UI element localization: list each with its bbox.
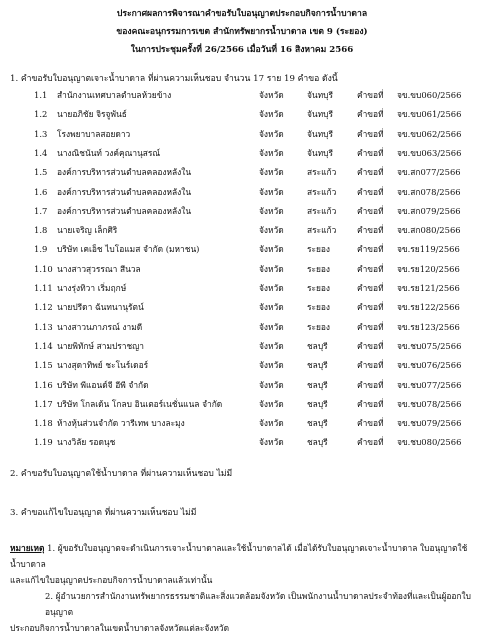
applicant-name: นายเจริญ เล็กศิริ — [57, 225, 118, 236]
applicant-name: สำนักงานเทศบาลตำบลห้วยข้าง — [57, 90, 172, 100]
request-code: จข.ขบ060/2566 — [397, 90, 462, 100]
request-code: จข.รย120/2566 — [397, 263, 460, 274]
request-code: จข.ขบ062/2566 — [397, 128, 462, 139]
applicant-name: นางสาวสุวรรณา สีนวล — [57, 263, 141, 274]
request-label: คำขอที่ — [357, 340, 384, 351]
applicant-name: โรงพยาบาลสอยดาว — [57, 128, 131, 139]
applicant-name: นางสุดาทิพย์ ชะโนร์เดอร์ — [57, 360, 149, 371]
applicant-name: นางสาวนภาภรณ์ งามดี — [57, 321, 143, 332]
province-name: ระยอง — [307, 283, 331, 293]
item-number: 1.14 — [34, 340, 53, 351]
meeting-info: ในการประชุมครั้งที่ 26/2566 เมื่อวันที่ 16 สิงหาคม 2566 — [130, 45, 354, 55]
list-item — [0, 127, 484, 141]
province-label: จังหวัด — [259, 147, 284, 158]
request-label: คำขอที่ — [357, 418, 384, 429]
list-item — [0, 223, 484, 237]
request-code: จข.รย122/2566 — [397, 302, 460, 313]
province-label: จังหวัด — [259, 418, 284, 429]
item-number: 1.10 — [34, 263, 53, 274]
province-label: จังหวัด — [259, 186, 284, 197]
province-name: ชลบุรี — [307, 437, 328, 448]
applicant-name: นางรุ่งทิวา เริ่มฤกษ์ — [57, 283, 127, 293]
list-item — [0, 339, 484, 353]
request-code: จข.สก079/2566 — [397, 205, 461, 216]
remark-item-1: 1. ผู้ขอรับใบอนุญาตจะดำเนินการเจาะน้ำบาดาลและใช้น้ำบาดาลได้ เมื่อได้รับใบอนุญาตเจาะน้ำบาดาล ใบอนุญาตใช้น้ำบาดาล — [10, 543, 468, 569]
list-item — [0, 185, 484, 199]
request-code: จข.รย121/2566 — [397, 283, 460, 293]
applicant-name: นายปรีดา ฉันทนานุรัตน์ — [57, 302, 144, 313]
province-name: จันทบุรี — [307, 128, 333, 139]
item-number: 1.19 — [34, 437, 53, 448]
document-subtitle: ของคณะอนุกรรมการเขต สำนักทรัพยากรน้ำบาดาล เขต 9 (ระยอง) — [116, 27, 368, 37]
item-number: 1.17 — [34, 398, 53, 409]
province-label: จังหวัด — [259, 321, 284, 332]
list-item — [0, 165, 484, 179]
request-label: คำขอที่ — [357, 225, 384, 236]
section-1-heading: 1. คำขอรับใบอนุญาตเจาะน้ำบาดาล ที่ผ่านความเห็นชอบ จำนวน 17 ราย 19 คำขอ ดังนี้ — [10, 74, 338, 84]
request-code: จข.สก077/2566 — [397, 167, 461, 178]
request-label: คำขอที่ — [357, 263, 384, 274]
province-label: จังหวัด — [259, 283, 284, 293]
item-number: 1.2 — [34, 109, 48, 120]
applicant-name: นายอภิชัย จิรจูพันธ์ — [57, 109, 127, 120]
remark-line-1 — [10, 540, 476, 572]
province-name: ชลบุรี — [307, 418, 328, 429]
request-code: จข.ชบ079/2566 — [397, 418, 462, 429]
request-code: จข.สก078/2566 — [397, 186, 461, 197]
item-number: 1.3 — [34, 128, 48, 139]
request-label: คำขอที่ — [357, 186, 384, 197]
item-number: 1.13 — [34, 321, 53, 332]
remark-block — [10, 540, 476, 636]
item-number: 1.6 — [34, 186, 48, 197]
request-label: คำขอที่ — [357, 205, 384, 216]
item-number: 1.1 — [34, 90, 48, 100]
province-name: สระแก้ว — [307, 225, 337, 236]
list-item — [0, 300, 484, 314]
request-code: จข.รย123/2566 — [397, 321, 460, 332]
request-label: คำขอที่ — [357, 244, 384, 255]
province-label: จังหวัด — [259, 167, 284, 178]
request-label: คำขอที่ — [357, 302, 384, 313]
item-number: 1.8 — [34, 225, 48, 236]
item-number: 1.4 — [34, 147, 48, 158]
province-label: จังหวัด — [259, 302, 284, 313]
list-item — [0, 320, 484, 334]
list-item — [0, 358, 484, 372]
applicant-name: องค์การบริหารส่วนตำบลคลองหลังใน — [57, 205, 192, 216]
request-code: จข.ขบ061/2566 — [397, 109, 462, 120]
list-item — [0, 107, 484, 121]
section-3-heading: 3. คำขอแก้ไขใบอนุญาต ที่ผ่านความเห็นชอบ ไม่มี — [10, 508, 197, 518]
province-name: ชลบุรี — [307, 379, 328, 390]
province-label: จังหวัด — [259, 360, 284, 371]
applicant-name: นางณิชนันท์ วงค์คุณานุสรณ์ — [57, 147, 161, 158]
request-label: คำขอที่ — [357, 321, 384, 332]
request-code: จข.ชบ077/2566 — [397, 379, 462, 390]
list-item — [0, 397, 484, 411]
province-label: จังหวัด — [259, 90, 284, 100]
province-label: จังหวัด — [259, 437, 284, 448]
request-label: คำขอที่ — [357, 379, 384, 390]
province-name: ระยอง — [307, 244, 331, 255]
province-name: ชลบุรี — [307, 398, 328, 409]
province-name: สระแก้ว — [307, 167, 337, 178]
request-code: จข.รย119/2566 — [397, 244, 460, 255]
applicant-name: นายพิทักษ์ สามปราชญา — [57, 340, 145, 351]
request-code: จข.ชบ080/2566 — [397, 437, 462, 448]
province-label: จังหวัด — [259, 398, 284, 409]
applicant-name: องค์การบริหารส่วนตำบลคลองหลังใน — [57, 167, 192, 178]
province-label: จังหวัด — [259, 205, 284, 216]
province-name: สระแก้ว — [307, 205, 337, 216]
list-item — [0, 281, 484, 295]
province-name: สระแก้ว — [307, 186, 337, 197]
remark-label: หมายเหตุ — [10, 543, 45, 553]
province-label: จังหวัด — [259, 340, 284, 351]
item-number: 1.16 — [34, 379, 53, 390]
request-label: คำขอที่ — [357, 283, 384, 293]
item-number: 1.15 — [34, 360, 53, 371]
item-number: 1.7 — [34, 205, 48, 216]
request-label: คำขอที่ — [357, 437, 384, 448]
applicant-name: บริษัท โกลเด้น โกลบ อินเตอร์เนชั่นแนล จำกัด — [57, 398, 223, 409]
applicant-name: นางวิลัย รอดนุช — [57, 437, 116, 448]
request-code: จข.ชบ076/2566 — [397, 360, 462, 371]
item-number: 1.12 — [34, 302, 53, 313]
province-name: ระยอง — [307, 302, 331, 313]
province-label: จังหวัด — [259, 244, 284, 255]
list-item — [0, 416, 484, 430]
document-title: ประกาศผลการพิจารณาคำขอรับใบอนุญาตประกอบกิจการน้ำบาดาล — [116, 9, 368, 19]
request-label: คำขอที่ — [357, 128, 384, 139]
province-label: จังหวัด — [259, 109, 284, 120]
request-code: จข.สก080/2566 — [397, 225, 461, 236]
item-number: 1.5 — [34, 167, 48, 178]
list-item — [0, 378, 484, 392]
province-name: ชลบุรี — [307, 340, 328, 351]
request-label: คำขอที่ — [357, 90, 384, 100]
request-label: คำขอที่ — [357, 398, 384, 409]
province-name: ชลบุรี — [307, 360, 328, 371]
list-item — [0, 262, 484, 276]
request-label: คำขอที่ — [357, 147, 384, 158]
section-2-heading: 2. คำขอรับใบอนุญาตใช้น้ำบาดาล ที่ผ่านความเห็นชอบ ไม่มี — [10, 469, 233, 479]
request-label: คำขอที่ — [357, 167, 384, 178]
list-item — [0, 146, 484, 160]
province-name: จันทบุรี — [307, 90, 333, 100]
remark-item-2: 2. ผู้อำนวยการสำนักงานทรัพยากรธรรมชาติและสิ่งแวดล้อมจังหวัด เป็นพนักงานน้ำบาดาลประจำท้องที่และเป็นผู้ออกใบอนุญาต — [45, 591, 471, 617]
province-label: จังหวัด — [259, 225, 284, 236]
province-name: ระยอง — [307, 263, 331, 274]
item-number: 1.9 — [34, 244, 48, 255]
remark-item-1-cont: และแก้ไขใบอนุญาตประกอบกิจการน้ำบาดาลแล้วเท่านั้น — [10, 575, 213, 585]
applicant-name: องค์การบริหารส่วนตำบลคลองหลังใน — [57, 186, 192, 197]
province-name: ระยอง — [307, 321, 331, 332]
province-name: จันทบุรี — [307, 109, 333, 120]
province-label: จังหวัด — [259, 128, 284, 139]
request-code: จข.ขบ063/2566 — [397, 147, 462, 158]
request-label: คำขอที่ — [357, 360, 384, 371]
item-number: 1.18 — [34, 418, 53, 429]
province-label: จังหวัด — [259, 379, 284, 390]
applicant-name: บริษัท พีแอนด์จี อีพี จำกัด — [57, 379, 149, 390]
list-item — [0, 88, 484, 102]
list-item — [0, 435, 484, 449]
request-code: จข.ชบ078/2566 — [397, 398, 462, 409]
province-name: จันทบุรี — [307, 147, 333, 158]
item-number: 1.11 — [34, 283, 53, 293]
request-label: คำขอที่ — [357, 109, 384, 120]
province-label: จังหวัด — [259, 263, 284, 274]
request-code: จข.ชบ075/2566 — [397, 340, 462, 351]
remark-item-2-cont: ประกอบกิจการน้ำบาดาลในเขตน้ำบาดาลจังหวัดแต่ละจังหวัด — [10, 623, 230, 633]
applicant-name: ห้างหุ้นส่วนจำกัด วารีเทพ บางละมุง — [57, 418, 185, 429]
applicant-name: บริษัท เคเอ็ช ไบโอแมส จำกัด (มหาชน) — [57, 244, 200, 255]
list-item — [0, 204, 484, 218]
list-item — [0, 242, 484, 256]
